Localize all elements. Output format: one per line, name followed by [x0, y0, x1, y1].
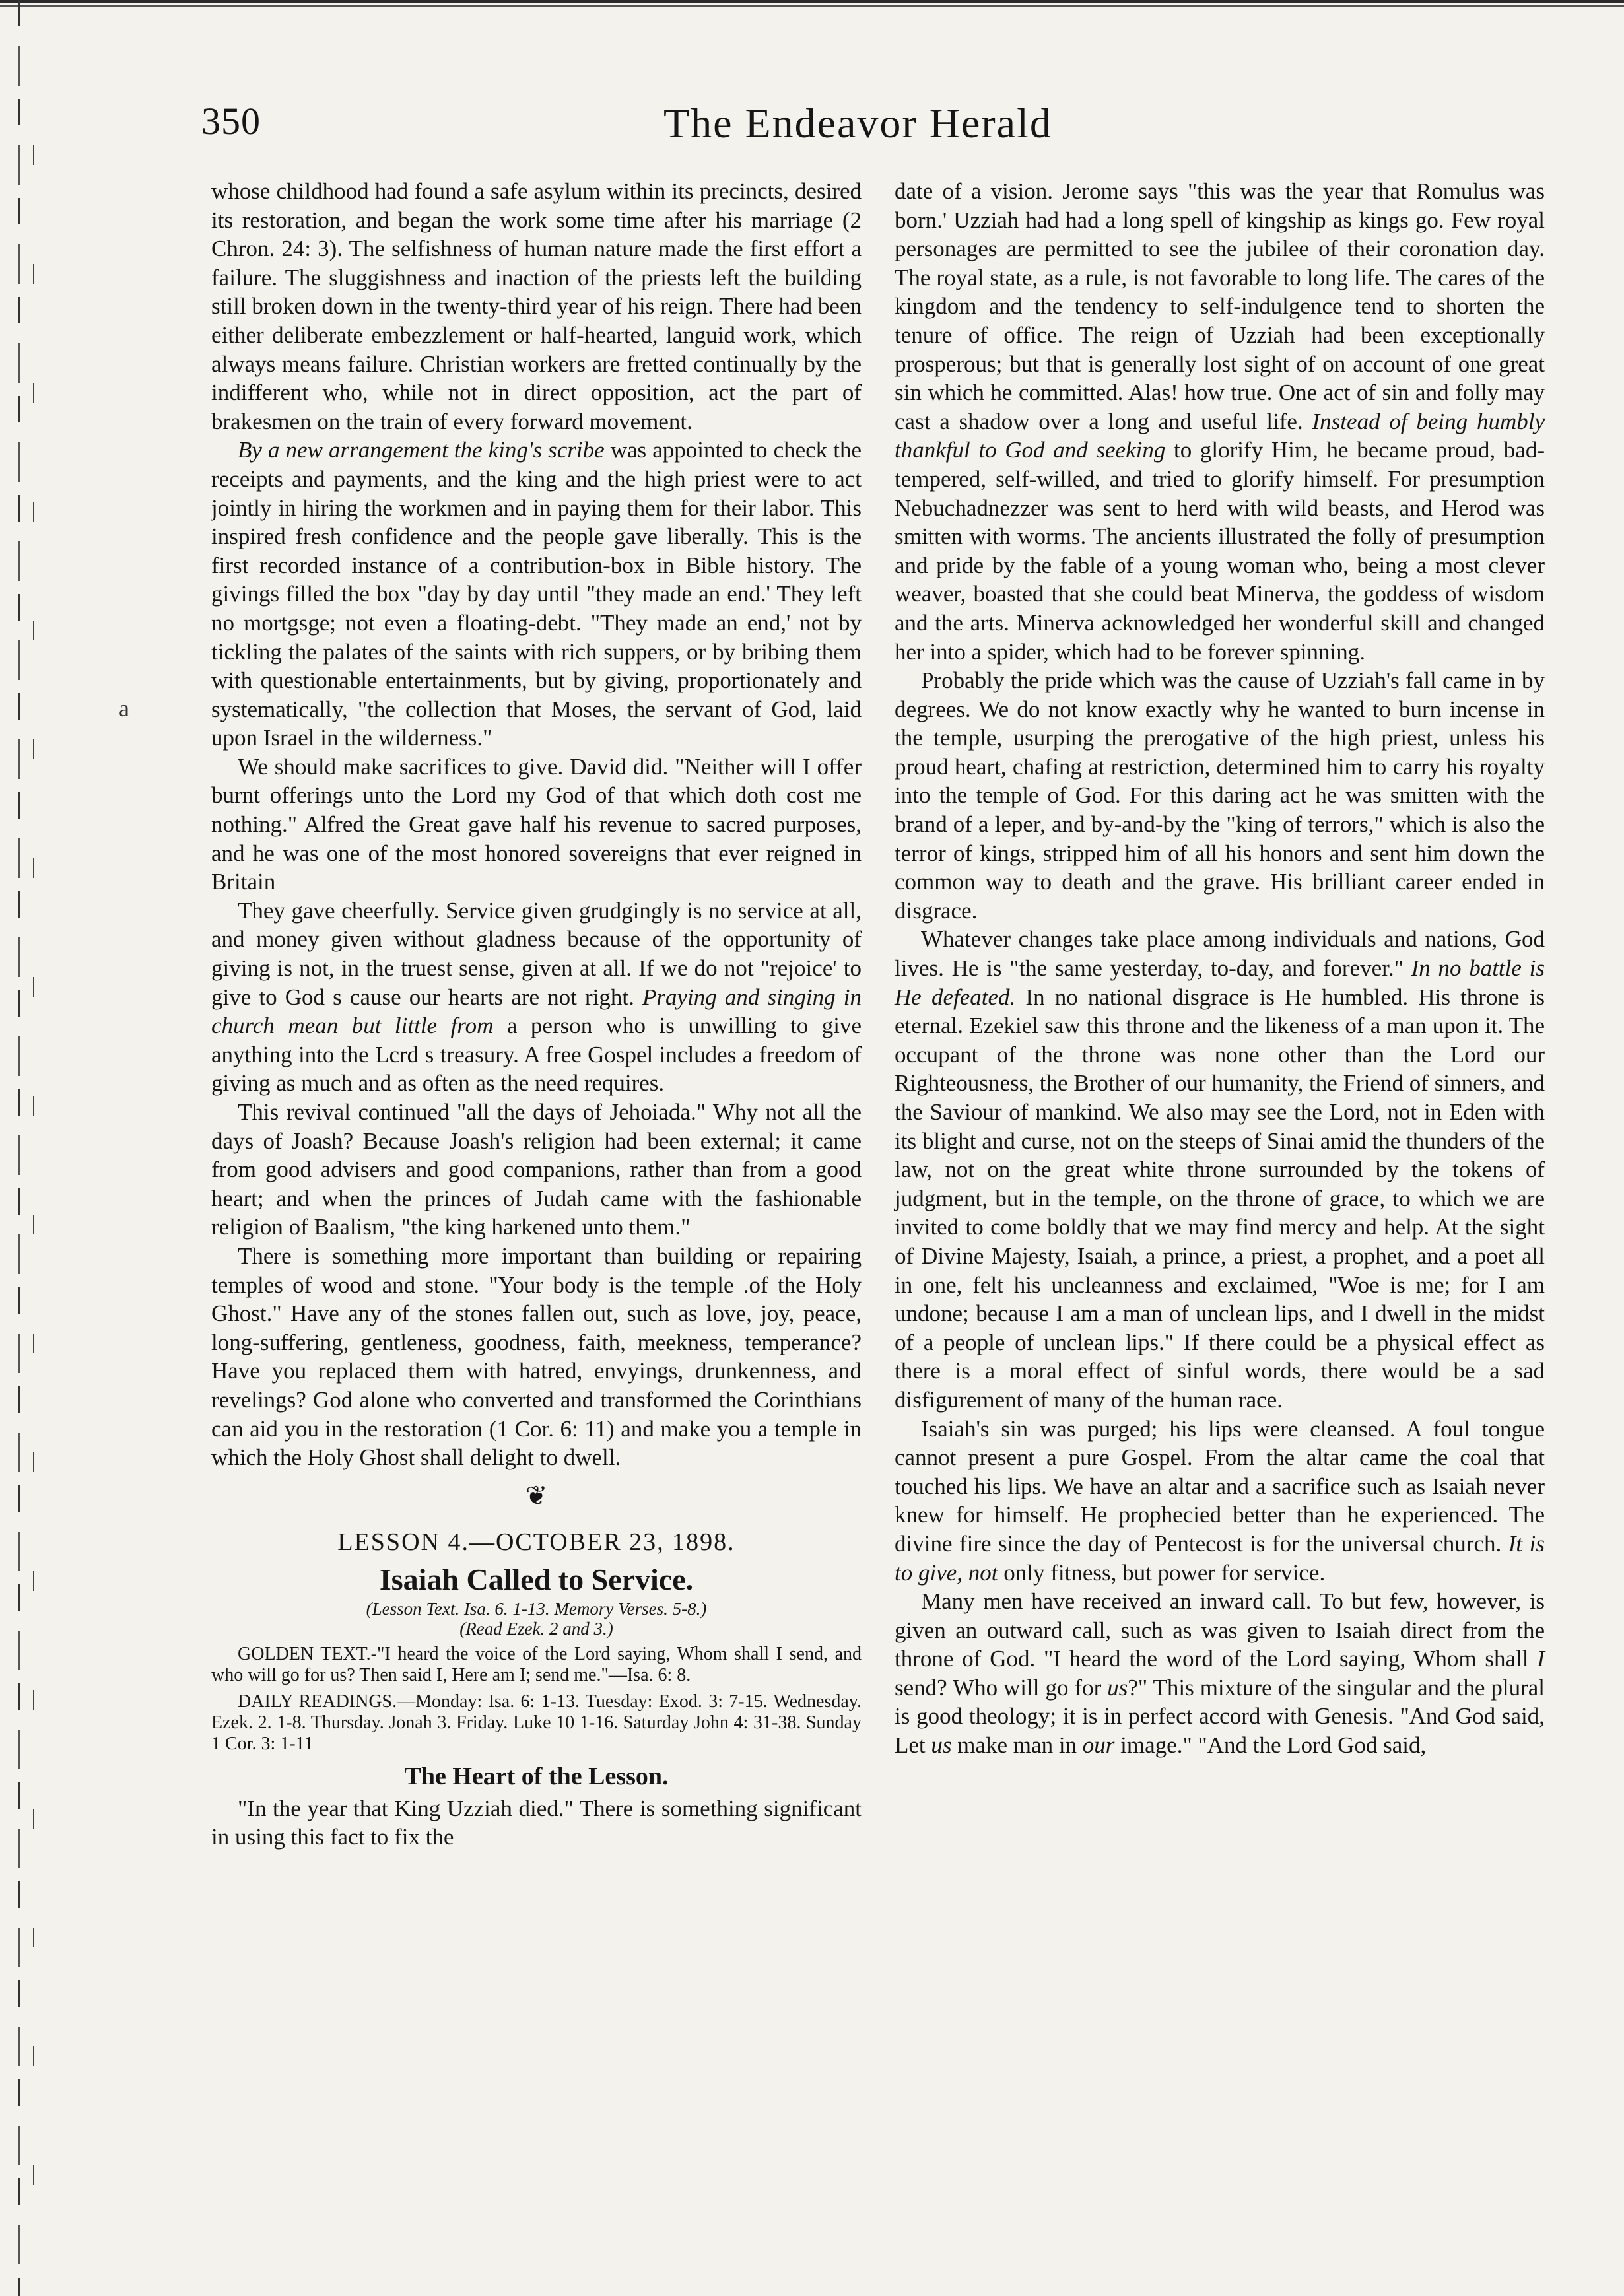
- lesson-text-ref: (Lesson Text. Isa. 6. 1-13. Memory Verses. 5-8.): [366, 1598, 707, 1619]
- text: only fitness, but power for service.: [998, 1559, 1326, 1586]
- italic-text: By a new arrangement the king's scribe: [238, 437, 605, 463]
- paragraph: [211, 896, 862, 1098]
- paragraph: This revival continued "all the days of Jehoiada." Why not all the days of Joash? Because Joash's religion had been external; it came from good advisers and good companions, rather than from a good heart; and when the princes of Judah came with the fashionable religion of Baalism, "the king harkened unto them.": [211, 1099, 862, 1240]
- stray-mark: a: [119, 695, 129, 722]
- paragraph: [211, 436, 862, 753]
- paragraph: There is something more important than building or repairing temples of wood and stone. "Your body is the temple .of the Holy Ghost." Have any of the stones fallen out, such as love, joy, peace, long-suffering, gentleness, goodness, faith, meekness, temperance? Have you replaced them with hatred, envyings, drunkenness, and revelings? God alone who converted and transformed the Corinthians can aid you in the restoration (1 Cor. 6: 11) and make you a temple in which the Holy Ghost shall delight to dwell.: [211, 1242, 862, 1471]
- italic-text: Praying and singing in church mean but little from: [211, 984, 862, 1039]
- text: ?" This mixture of the singular and the plural is good theology; it is in perfect accord with Genesis. "And God said, Let: [895, 1674, 1545, 1759]
- italic-text: It is to give, not: [895, 1530, 1545, 1586]
- paragraph: whose childhood had found a safe asylum within its precincts, desired its restoration, and began the work some time after his marriage (2 Chron. 24: 3). The selfishness of human nature made the first effort a failure. The sluggishness and inaction of the priests left the building still broken down in the twenty-third year of his reign. There had been either deliberate embezzlement or half-hearted, languid work, which always means failure. Christian workers are fretted continually by the indifferent who, while not in direct opposition, act the part of brakesmen on the train of every forward movement.: [211, 178, 862, 434]
- text: They gave cheerfully. Service given grudgingly is no service at all, and money given without gladness because of the opportunity of giving is not, in the truest sense, given at all. If we do not "rejoice' to give to God s cause our hearts are not right.: [211, 897, 862, 1010]
- scan-edge-top: [0, 0, 1624, 9]
- italic-text: I: [1537, 1646, 1545, 1672]
- text: was appointed to check the receipts and payments, and the king and the high priest were to act jointly in hiring the workmen and in paying them for their labor. This inspired fresh confidence and the people gave liberally. This is the first recorded instance of a contribution-box in Bible history. The givings filled the box "day by day until "they made an end.' They left no mortgsge; not even a floating-debt. "They made an end,' not by tickling the palates of the saints with rich suppers, or by bribing them with questionable entertainments, but by giving, proportionately and systematically, "the collection that Moses, the servant of God, laid upon Israel in the wilderness.": [211, 437, 862, 751]
- page-number: 350: [201, 100, 261, 143]
- paragraph: Probably the pride which was the cause of Uzziah's fall came in by degrees. We do not know exactly why he wanted to burn incense in the temple, usurping the prerogative of the high priest, unless his proud heart, chafing at restriction, determined him to carry his royalty into the temple of God. For this daring act he was smitten with the brand of a leper, and by-and-by the "king of terrors," which is also the terror of kings, stripped him of all his honors and sent him down the common way to death and the grave. His brilliant career ended in disgrace.: [895, 667, 1545, 924]
- italic-text: our: [1082, 1732, 1115, 1759]
- paragraph: [895, 177, 1545, 666]
- text: image." "And the Lord God said,: [1114, 1732, 1427, 1759]
- text: make man in: [951, 1732, 1083, 1759]
- paragraph: We should make sacrifices to give. David did. "Neither will I offer burnt offerings unto the Lord my God of that which doth cost me nothing." Alfred the Great gave half his revenue to sacred purposes, and he was one of the most honored sovereigns that ever reigned in Britain: [211, 753, 862, 895]
- paragraph: "In the year that King Uzziah died." There is something significant in using this fact to fix the: [211, 1795, 862, 1850]
- ornament-divider: ❦: [525, 1480, 548, 1510]
- text: Whatever changes take place among individuals and nations, God lives. He is "the same yesterday, to-day, and forever.": [895, 926, 1545, 982]
- text: Isaiah's sin was purged; his lips were cleansed. A foul tongue cannot present a pure Gospel. From the altar came the coal that touched his lips. We have an altar and a sacrifice such as Isaiah never knew for himself. He prophecied better than he experienced. The divine fire since the day of Pentecost is for the universal church.: [895, 1415, 1545, 1557]
- italic-text: In no battle is He defeated.: [895, 955, 1545, 1010]
- italic-text: Instead of being humbly thankful to God and seeking: [895, 408, 1545, 463]
- italic-text: us: [931, 1732, 952, 1759]
- paragraph: [895, 925, 1545, 1414]
- right-column: [895, 177, 1545, 1760]
- lesson-title: Isaiah Called to Service.: [379, 1562, 694, 1596]
- lesson-heading: LESSON 4.—OCTOBER 23, 1898.: [337, 1528, 735, 1556]
- text: date of a vision. Jerome says "this was the year that Romulus was born.' Uzziah had had a long spell of kingship as kings go. Few royal personages are permitted to see the jubilee of their coronation day. The royal state, as a rule, is not favorable to long life. The cares of the kingdom and the tendency to self-indulgence tend to shorten the tenure of office. The reign of Uzziah had been exceptionally prosperous; but that is generally lost sight of on account of one great sin which he committed. Alas! how true. One act of sin and folly may cast a shadow over a long and useful life.: [895, 178, 1545, 434]
- paragraph: [895, 1587, 1545, 1760]
- text: a person who is unwilling to give anything into the Lcrd s treasury. A free Gospel includes a freedom of giving as much and as often as the need requires.: [211, 1013, 862, 1097]
- text: Many men have received an inward call. To but few, however, is given an outward call, such as was given to Isaiah direct from the throne of God. "I heard the word of the Lord saying, Whom shall: [895, 1588, 1545, 1672]
- scan-edge-left-inner: [33, 106, 34, 2218]
- golden-text: GOLDEN TEXT.-"I heard the voice of the Lord saying, Whom shall I send, and who will go for us? Then said I, Here am I; send me."—Isa. 6: 8.: [211, 1643, 862, 1685]
- section-heading: The Heart of the Lesson.: [404, 1762, 669, 1790]
- paragraph: [895, 1415, 1545, 1588]
- lesson-read-ref: (Read Ezek. 2 and 3.): [459, 1618, 613, 1638]
- running-title: The Endeavor Herald: [663, 100, 1052, 147]
- daily-readings: DAILY READINGS.—Monday: Isa. 6: 1-13. Tuesday: Exod. 3: 7-15. Wednesday. Ezek. 2. 1-8. Thursday. Jonah 3. Friday. Luke 10 1-16. Saturday John 4: 31-38. Sunday 1 Cor. 3: 1-11: [211, 1691, 862, 1754]
- left-column: [211, 177, 862, 1852]
- text: to glorify Him, he became proud, bad-tempered, self-willed, and tried to glorify himself. For presumption Nebuchadnezzer was sent to herd with wild beasts, and Herod was smitten with worms. The ancients illustrated the folly of presumption and pride by the fable of a young woman who, being a most clever weaver, boasted that she could beat Minerva, the goddess of wisdom and the arts. Minerva acknowledged her wonderful skill and changed her into a spider, which had to be forever spinning.: [895, 437, 1545, 665]
- italic-text: us: [1107, 1674, 1128, 1701]
- scan-edge-left: [18, 0, 20, 2296]
- text: send? Who will go for: [895, 1674, 1108, 1701]
- text: In no national disgrace is He humbled. His throne is eternal. Ezekiel saw this throne and the likeness of a man upon it. The occupant of the throne was none other than the Lord our Righteousness, the Brother of our humanity, the Friend of sinners, and the Saviour of mankind. We also may see the Lord, not in Eden with its blight and curse, not on the steeps of Sinai amid the thunders of the law, not on the great white throne surrounded by the tokens of judgment, but in the temple, on the throne of grace, to which we are invited to come boldly that we may find mercy and help. At the sight of Divine Majesty, Isaiah, a prince, a priest, a prophet, and a poet all in one, felt his uncleanness and exclaimed, "Woe is me; for I am undone; because I am a man of unclean lips, and I dwell in the midst of a people of unclean lips." If there could be a physical effect as there is a moral effect of sinful words, there would be a sad disfigurement of many of the human race.: [895, 984, 1545, 1413]
- page-header: [201, 99, 1489, 152]
